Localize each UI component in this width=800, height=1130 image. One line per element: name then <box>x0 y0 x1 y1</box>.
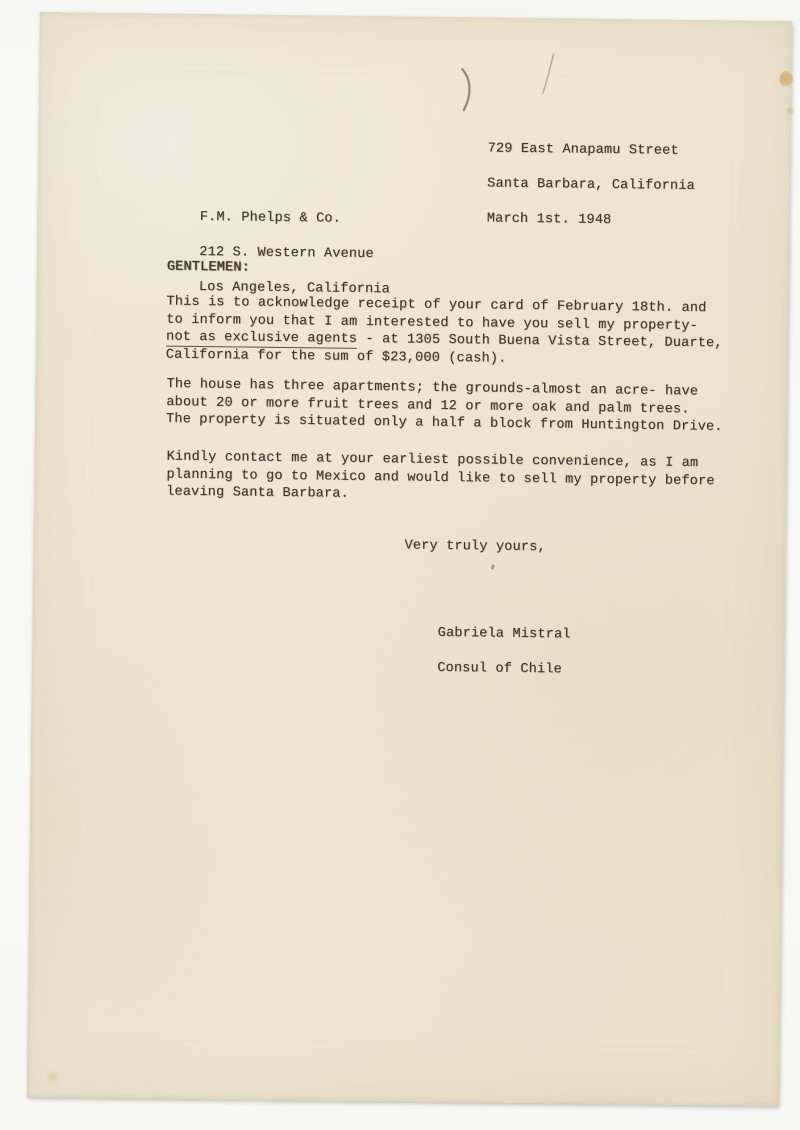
paragraph-1-text: This is to acknowledge receipt of your card of February 18th. and to inform you that I am interested to have you sell my property- <box>166 294 707 334</box>
body-paragraph-1 <box>166 294 727 371</box>
sender-address-line-1: 729 East Anapamu Street <box>487 141 679 159</box>
underlined-phrase: not as exclusive agents <box>165 329 358 348</box>
salutation: GENTLEMEN: <box>166 259 251 276</box>
signature-block <box>404 607 571 697</box>
body-paragraph-3: Kindly contact me at your earliest possible convenience, as I am planning to go to Mexico and would like to sell my property before leaving Santa Barbara. <box>166 449 715 502</box>
recipient-name: F.M. Phelps & Co. <box>199 209 342 227</box>
recipient-street: 212 S. Western Avenue <box>199 244 374 262</box>
letter-date: March 1st. 1948 <box>486 211 612 228</box>
paragraph-1-continued: - at 1305 South Buena Vista Street, Duarte, California for the sum of $23,000 (cash). <box>165 332 723 367</box>
letter-paper <box>27 12 792 1106</box>
stain-top-right-large <box>779 71 793 87</box>
stray-comma-mark <box>491 564 495 570</box>
sender-address-line-2: Santa Barbara, California <box>487 176 695 194</box>
signature-name: Gabriela Mistral <box>437 625 571 643</box>
stain-top-right-small <box>786 106 795 115</box>
closing-line: Very truly yours, <box>404 538 546 556</box>
pen-mark-slash <box>539 52 558 101</box>
pen-mark-paren <box>458 66 479 119</box>
signature-title: Consul of Chile <box>437 660 562 678</box>
sender-address-block <box>453 122 695 248</box>
recipient-city: Los Angeles, California <box>198 279 391 298</box>
stain-bottom-left <box>45 1070 61 1084</box>
body-paragraph-2: The house has three apartments; the grounds-almost an acre- have about 20 or more fruit trees and 12 or more oak and palm trees. The property is situated only a half a block from Huntington Drive. <box>165 376 723 436</box>
